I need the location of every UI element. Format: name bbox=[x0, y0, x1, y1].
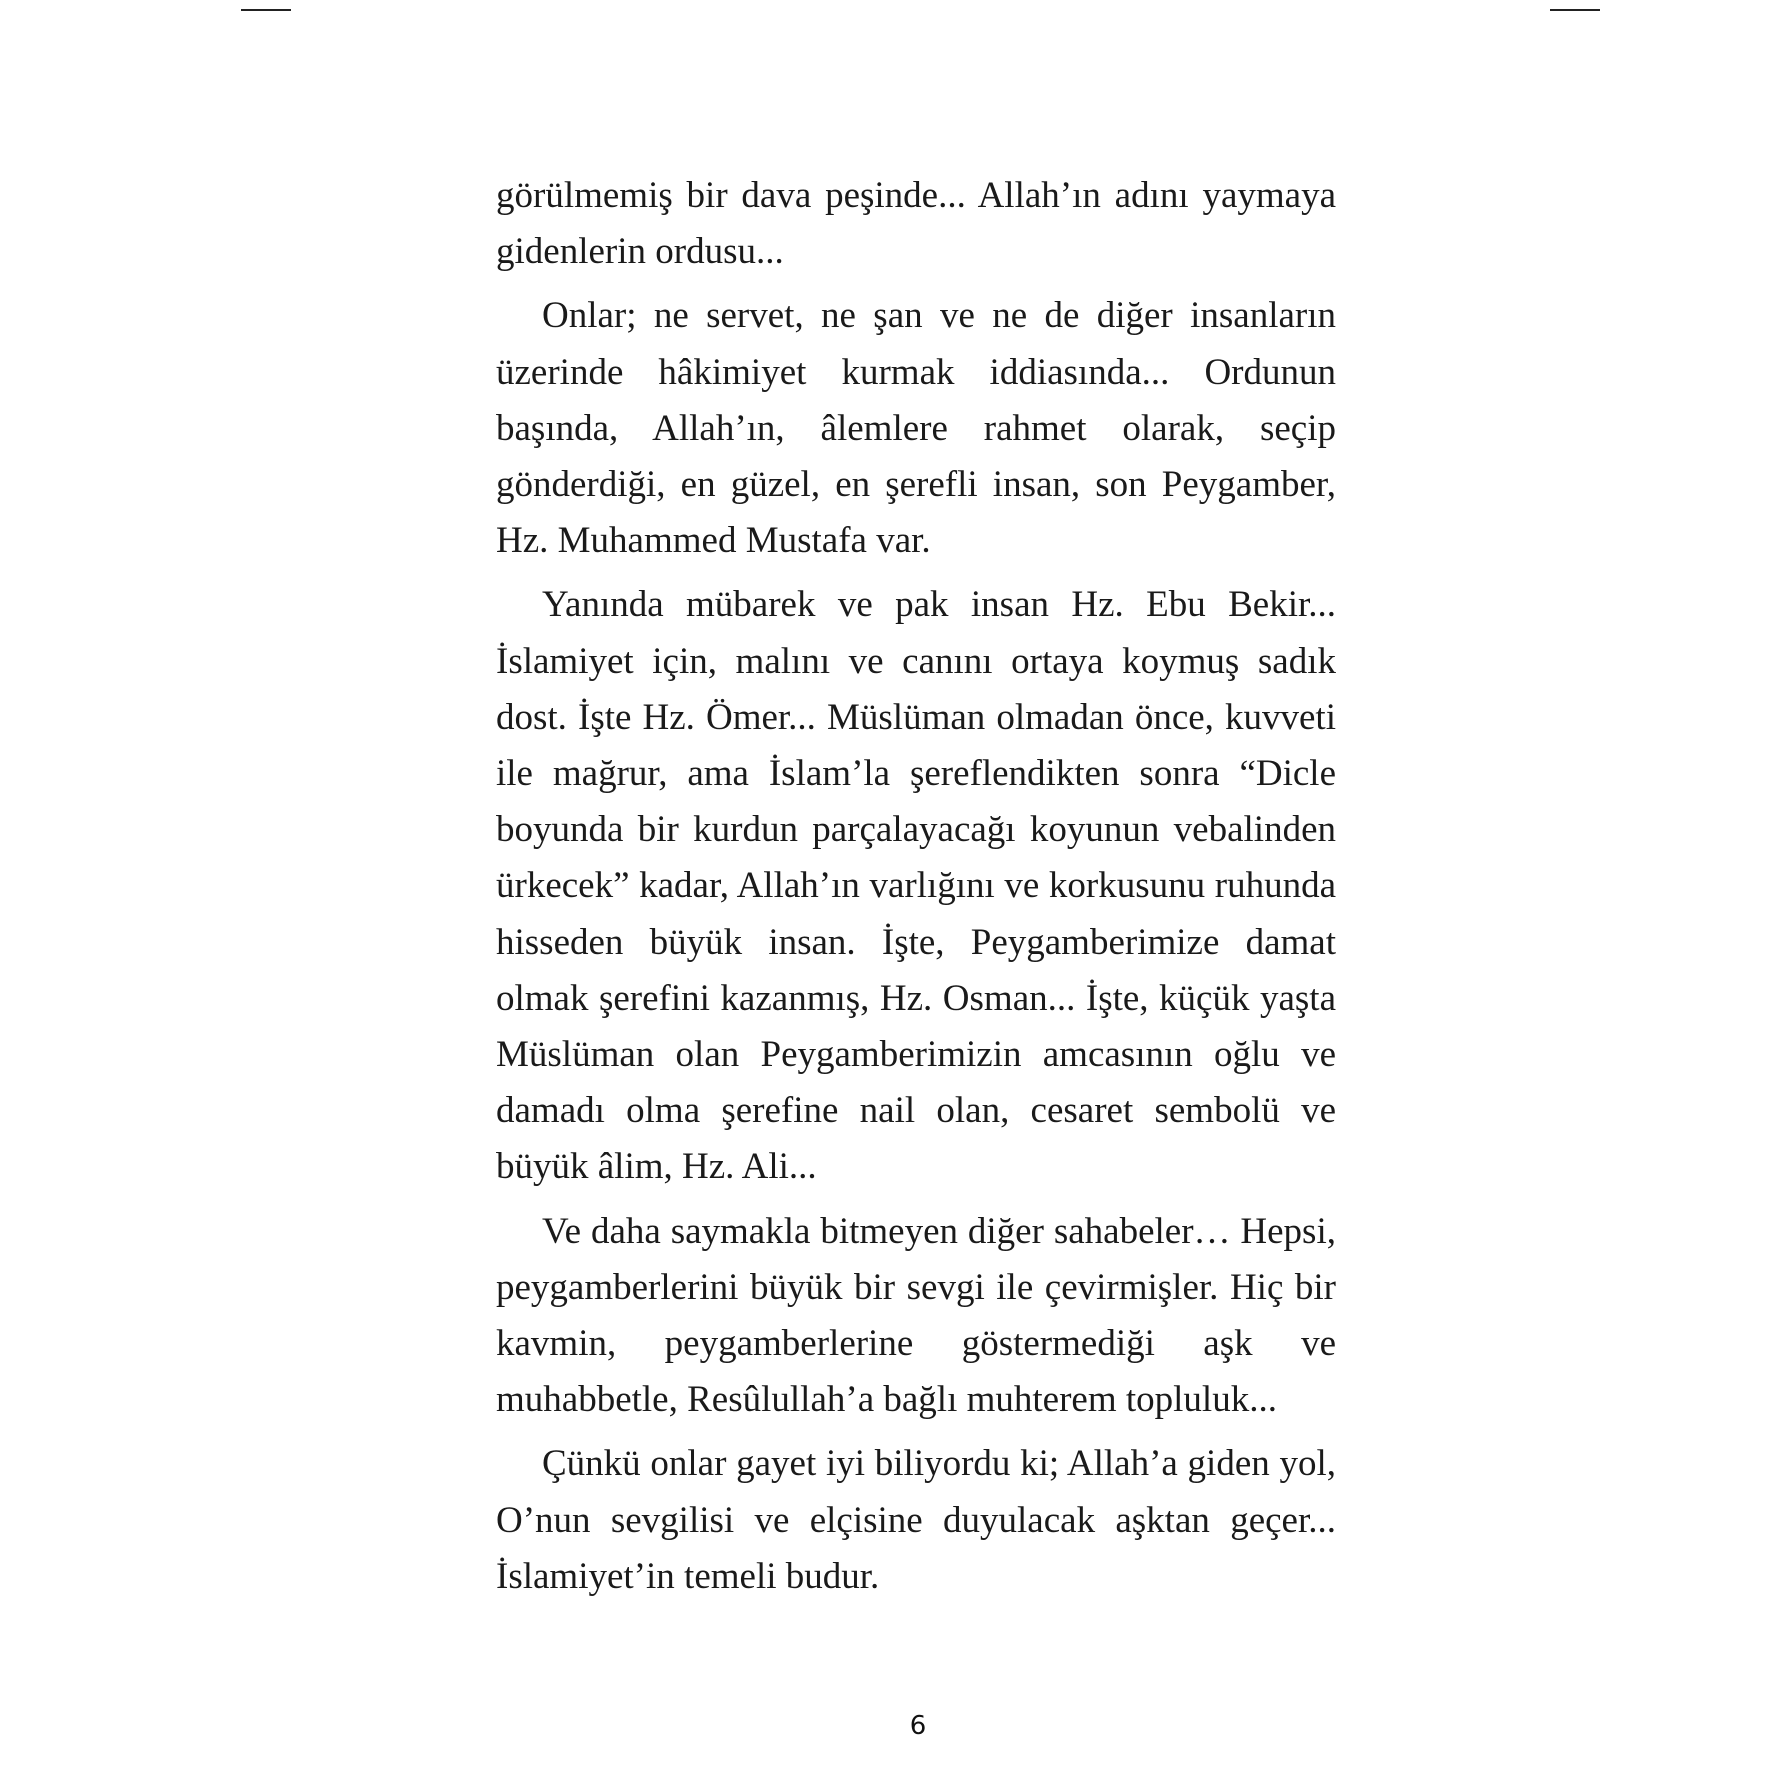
body-text bbox=[496, 168, 1336, 1613]
paragraph-5: Çünkü onlar gayet iyi biliyordu ki; Allah’a giden yol, O’nun sevgilisi ve elçisine duyulacak aşktan geçer... İslamiyet’in temeli budur. bbox=[496, 1443, 1336, 1597]
crop-mark-left bbox=[241, 9, 291, 11]
paragraph-4: Ve daha saymakla bitmeyen diğer sahabeler… Hepsi, peygamberlerini büyük bir sevgi ile çevirmişler. Hiç bir kavmin, peygamberlerine göstermediği aşk ve muhabbetle, Resûlullah’a bağlı muhterem topluluk... bbox=[496, 1210, 1336, 1421]
paragraph-2: Onlar; ne servet, ne şan ve ne de diğer insanların üzerinde hâkimiyet kurmak iddiasında... Ordunun başında, Allah’ın, âlemlere rahmet olarak, seçip gönderdiği, en güzel, en şerefli insan, son Peygamber, Hz. Muhammed Mustafa var. bbox=[496, 295, 1336, 562]
page-number: 6 bbox=[909, 1711, 927, 1741]
paragraph-1: görülmemiş bir dava peşinde... Allah’ın adını yaymaya gidenlerin ordusu... bbox=[496, 175, 1336, 273]
crop-mark-right bbox=[1550, 9, 1600, 11]
paragraph-3: Yanında mübarek ve pak insan Hz. Ebu Bekir... İslamiyet için, malını ve canını ortaya koymuş sadık dost. İşte Hz. Ömer... Müslüman olmadan önce, kuvveti ile mağrur, ama İslam’la şereflendikten sonra “Dicle boyunda bir kurdun parçalayacağı koyunun vebalinden ürkecek” kadar, Allah’ın varlığını ve korkusunu ruhunda hisseden büyük insan. İşte, Peygamberimize damat olmak şerefini kazanmış, Hz. Osman... İşte, küçük yaşta Müslüman olan Peygamberimizin amcasının oğlu ve damadı olma şerefine nail olan, cesaret sembolü ve büyük âlim, Hz. Ali... bbox=[496, 584, 1336, 1188]
